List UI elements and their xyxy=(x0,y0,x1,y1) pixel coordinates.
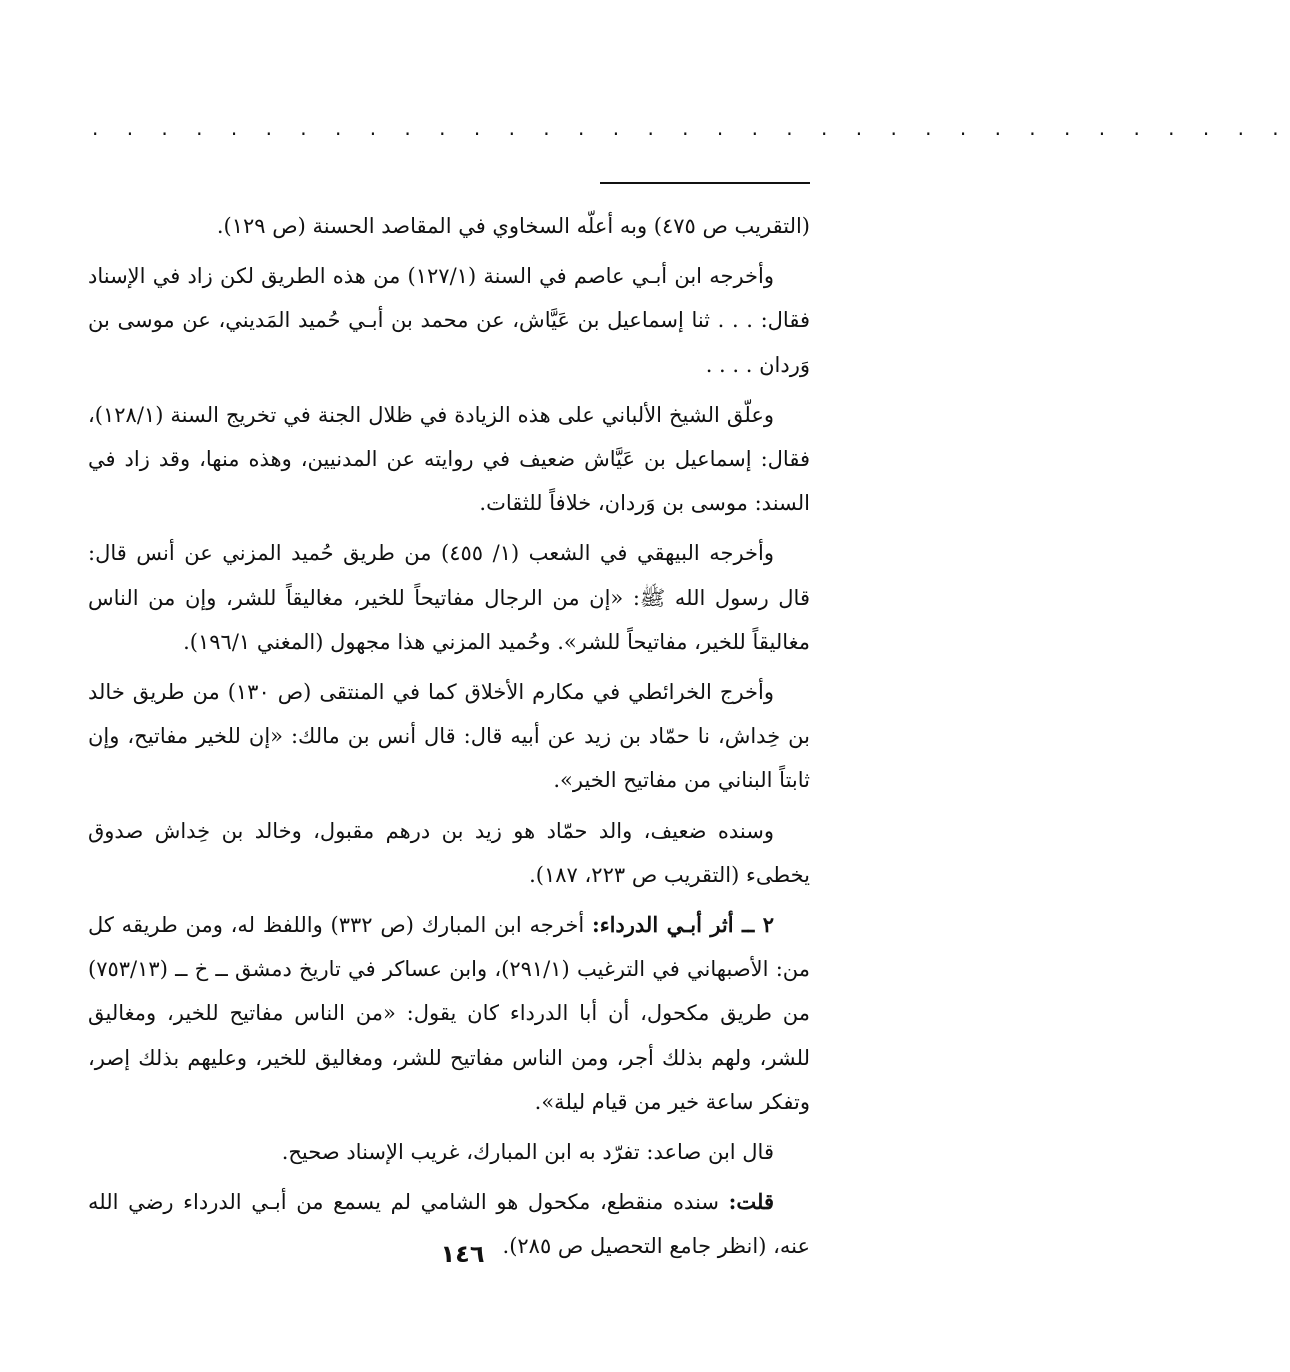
paragraph-9-body: سنده منقطع، مكحول هو الشامي لم يسمع من أبـي الدرداء رضي الله عنه، (انظر جامع التحصيل ص ٢٨٥). xyxy=(88,1190,810,1259)
paragraph-8: قال ابن صاعد: تفرّد به ابن المبارك، غريب الإسناد صحيح. xyxy=(281,1140,774,1165)
paragraph-2: وأخرجه ابن أبـي عاصم في السنة (١٢٧/١) من هذه الطريق لكن زاد في الإسناد فقال: . . . ثنا إسماعيل بن عَيَّاش، عن محمد بن أبـي حُميد المَديني، عن موسى بن وَردان . . . . xyxy=(88,264,810,377)
separator-dots: . . . . . . . . . . . . . . . . . . . . . . . . . . . . . . . . . . . xyxy=(92,116,1290,140)
paragraph-9-lead: قلت: xyxy=(728,1189,774,1215)
paragraph-7 xyxy=(88,903,810,1124)
paragraph-3: وعلّق الشيخ الألباني على هذه الزيادة في ظلال الجنة في تخريج السنة (١٢٨/١)، فقال: إسماعيل بن عَيَّاش ضعيف في روايته عن المدنيين، وهذه منها، وقد زاد في السند: موسى بن وَردان، خلافاً للثقات. xyxy=(88,402,810,516)
paragraph-7-lead: ٢ ــ أثر أبـي الدرداء: xyxy=(591,912,775,938)
paragraph-4: وأخرجه البيهقي في الشعب (١/ ٤٥٥) من طريق حُميد المزني عن أنس قال: قال رسول الله ﷺ: «إن من الرجال مفاتيحاً للخير، مغاليقاً للشر، وإن من الناس مغاليقاً للخير، مفاتيحاً للشر». وحُميد المزني هذا مجهول (المغني ١٩٦/١). xyxy=(88,541,810,654)
paragraph-1: (التقريب ص ٤٧٥) وبه أعلّه السخاوي في المقاصد الحسنة (ص ١٢٩). xyxy=(216,214,810,238)
footnote-rule xyxy=(600,182,810,184)
paragraph-7-body: أخرجه ابن المبارك (ص ٣٣٢) واللفظ له، ومن طريقه كل من: الأصبهاني في الترغيب (٢٩١/١)، وابن عساكر في تاريخ دمشق ــ خ ــ (٧٥٣/١٣) من طريق مكحول، أن أبا الدرداء كان يقول: «من الناس مفاتيح للخير، ومغاليق للشر، ولهم بذلك أجر، ومن الناس مفاتيح للشر، ومغاليق للخير، وعليهم بذلك إصر، وتفكر ساعة خير من قيام ليلة». xyxy=(88,913,810,1114)
footnote-text xyxy=(88,204,810,1275)
paragraph-6: وسنده ضعيف، والد حمّاد هو زيد بن درهم مقبول، وخالد بن خِداش صدوق يخطىء (التقريب ص ٢٢٣، ١٨٧). xyxy=(88,818,810,887)
paragraph-5: وأخرج الخرائطي في مكارم الأخلاق كما في المنتقى (ص ١٣٠) من طريق خالد بن خِداش، نا حمّاد بن زيد عن أبيه قال: قال أنس بن مالك: «إن للخير مفاتيح، وإن ثابتاً البناني من مفاتيح الخير». xyxy=(88,680,810,793)
page-number: ١٤٦ xyxy=(440,1240,485,1268)
